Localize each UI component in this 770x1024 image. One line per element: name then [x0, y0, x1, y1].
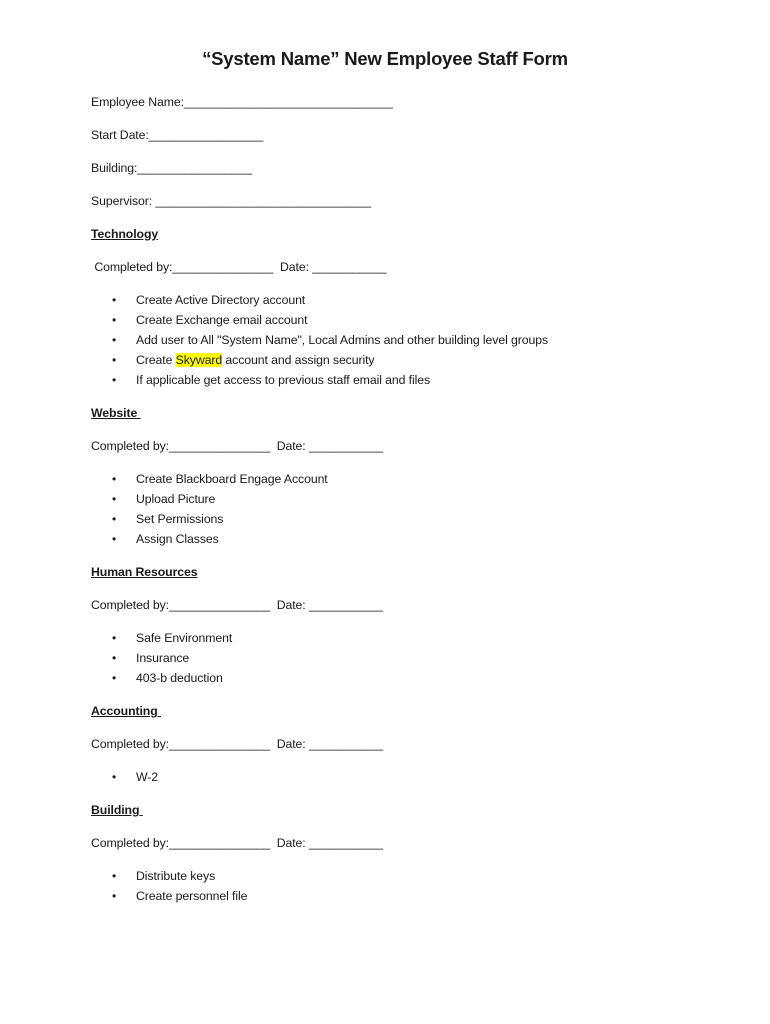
list-item-text: Create	[136, 353, 176, 367]
bullet-icon: •	[112, 472, 117, 486]
completed-by-line-human-resources: Completed by:_______________ Date: ___________	[91, 598, 384, 612]
list-item	[91, 529, 711, 549]
bullet-icon: •	[112, 293, 117, 307]
list-item-text: Distribute keys	[136, 869, 216, 883]
bullet-icon: •	[112, 313, 117, 327]
employee-name-field: Employee Name:_______________________________	[91, 95, 393, 109]
completed-by-line-building: Completed by:_______________ Date: ___________	[91, 836, 384, 850]
list-item-text: Create personnel file	[136, 889, 248, 903]
bullet-icon: •	[112, 631, 117, 645]
highlighted-text: Skyward	[175, 353, 223, 367]
list-item-text: Upload Picture	[136, 492, 216, 506]
start-date-field: Start Date:_________________	[91, 128, 264, 142]
section-heading-accounting: Accounting	[91, 704, 161, 718]
bullet-icon: •	[112, 492, 117, 506]
list-item-text: Assign Classes	[136, 532, 219, 546]
checklist-building	[91, 866, 711, 906]
bullet-icon: •	[112, 353, 117, 367]
building-field: Building:_________________	[91, 161, 252, 175]
section-heading-website: Website	[91, 406, 141, 420]
sections	[91, 224, 711, 906]
list-item	[91, 628, 711, 648]
list-item	[91, 310, 711, 330]
list-item-text: Create Exchange email account	[136, 313, 308, 327]
list-item-text: Set Permissions	[136, 512, 224, 526]
list-item-text: If applicable get access to previous staff email and files	[136, 373, 431, 387]
bullet-icon: •	[112, 770, 117, 784]
list-item-text: Create Active Directory account	[136, 293, 306, 307]
section-heading-technology: Technology	[91, 227, 159, 241]
list-item-text: Safe Environment	[136, 631, 233, 645]
bullet-icon: •	[112, 333, 117, 347]
list-item	[91, 370, 711, 390]
list-item	[91, 290, 711, 310]
checklist-website	[91, 469, 711, 549]
bullet-icon: •	[112, 651, 117, 665]
list-item	[91, 509, 711, 529]
completed-by-line-accounting: Completed by:_______________ Date: ___________	[91, 737, 384, 751]
list-item	[91, 330, 711, 350]
section-heading-human-resources: Human Resources	[91, 565, 198, 579]
checklist-accounting	[91, 767, 711, 787]
list-item	[91, 648, 711, 668]
bullet-icon: •	[112, 889, 117, 903]
completed-by-line-technology: Completed by:_______________ Date: ___________	[91, 260, 387, 274]
bullet-icon: •	[112, 512, 117, 526]
list-item	[91, 668, 711, 688]
list-item	[91, 350, 711, 370]
checklist-technology	[91, 290, 711, 390]
checklist-human-resources	[91, 628, 711, 688]
list-item-text: Add user to All "System Name", Local Admins and other building level groups	[136, 333, 549, 347]
list-item-text: account and assign security	[222, 353, 375, 367]
bullet-icon: •	[112, 532, 117, 546]
bullet-icon: •	[112, 671, 117, 685]
list-item	[91, 886, 711, 906]
list-item	[91, 489, 711, 509]
section-heading-building: Building	[91, 803, 143, 817]
list-item	[91, 866, 711, 886]
list-item-text: 403-b deduction	[136, 671, 223, 685]
list-item-text: Create Blackboard Engage Account	[136, 472, 328, 486]
list-item-text: Insurance	[136, 651, 190, 665]
bullet-icon: •	[112, 869, 117, 883]
list-item	[91, 767, 711, 787]
completed-by-line-website: Completed by:_______________ Date: ___________	[91, 439, 384, 453]
bullet-icon: •	[112, 373, 117, 387]
form-body	[91, 92, 711, 919]
list-item	[91, 469, 711, 489]
page-title: “System Name” New Employee Staff Form	[202, 48, 568, 69]
list-item-text: W-2	[136, 770, 159, 784]
supervisor-field: Supervisor: ________________________________	[91, 194, 372, 208]
